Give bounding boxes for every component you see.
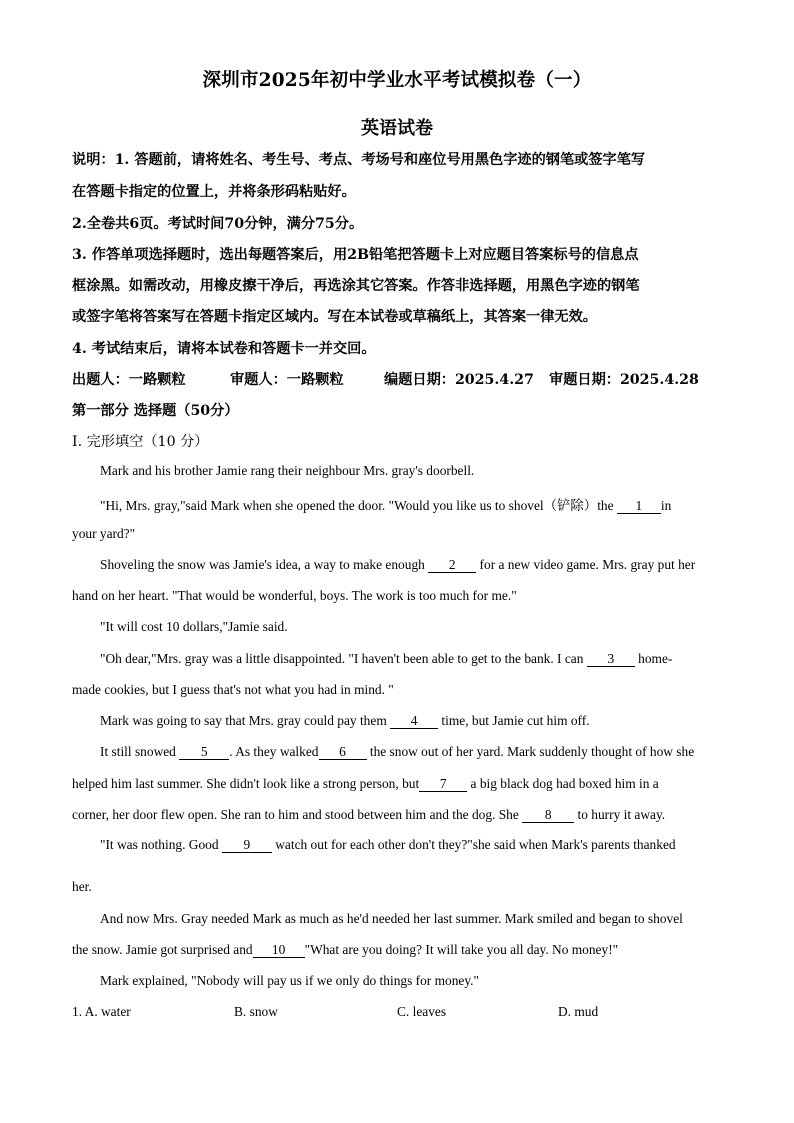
passage-line: Shoveling the snow was Jamie's idea, a way to make enough 2 for a new video game. Mrs. gray put her <box>100 557 696 572</box>
instruction-line: 框涂黑。如需改动，用橡皮擦干净后，再选涂其它答案。作答非选择题，用黑色字迹的钢笔 <box>72 278 640 294</box>
author-label: 出题人：一路颗粒 <box>72 372 186 388</box>
passage-line: made cookies, but I guess that's not what you had in mind. " <box>72 682 394 697</box>
blank-6: 6 <box>319 745 367 760</box>
blank-8: 8 <box>522 808 574 823</box>
exam-title: 深圳市2025年初中学业水平考试模拟卷（一） <box>202 70 592 91</box>
compile-date-label: 编题日期：2025.4.27 <box>384 372 534 388</box>
question-1-option-b: B. snow <box>234 1004 278 1019</box>
passage-line: "It will cost 10 dollars,"Jamie said. <box>100 619 288 634</box>
passage-line: corner, her door flew open. She ran to him and stood between him and the dog. She 8 to hurry it away. <box>72 807 666 822</box>
section-heading: Ⅰ. 完形填空（10 分） <box>72 434 209 450</box>
instruction-line: 3. 作答单项选择题时，选出每题答案后，用2B铅笔把答题卡上对应题目答案标号的信息点 <box>72 247 639 263</box>
passage-line: "It was nothing. Good 9 watch out for each other don't they?"she said when Mark's parents thanked <box>100 837 676 852</box>
blank-4: 4 <box>390 714 438 729</box>
blank-1: 1 <box>617 499 661 514</box>
blank-9: 9 <box>222 838 272 853</box>
passage-line: Mark and his brother Jamie rang their neighbour Mrs. gray's doorbell. <box>100 463 475 478</box>
question-1-option-a: 1. A. water <box>72 1004 131 1019</box>
passage-line: her. <box>72 879 92 894</box>
passage-line: helped him last summer. She didn't look like a strong person, but 7 a big black dog had boxed him in a <box>72 776 659 791</box>
passage-line: "Hi, Mrs. gray,"said Mark when she opened the door. "Would you like us to shovel（铲除）the 1 in <box>100 498 672 513</box>
passage-line: Mark explained, "Nobody will pay us if we only do things for money." <box>100 973 479 988</box>
passage-line: And now Mrs. Gray needed Mark as much as he'd needed her last summer. Mark smiled and began to shovel <box>100 911 683 926</box>
reviewer-label: 审题人：一路颗粒 <box>230 372 344 388</box>
instruction-line: 或签字笔将答案写在答题卡指定区域内。写在本试卷或草稿纸上，其答案一律无效。 <box>72 309 597 325</box>
exam-subtitle: 英语试卷 <box>361 118 433 139</box>
passage-line: "Oh dear,"Mrs. gray was a little disappointed. "I haven't been able to get to the bank. I can 3 home- <box>100 651 673 666</box>
passage-line: the snow. Jamie got surprised and 10 "What are you doing? It will take you all day. No money!" <box>72 942 619 957</box>
passage-line: hand on her heart. "That would be wonderful, boys. The work is too much for me." <box>72 588 517 603</box>
blank-2: 2 <box>428 558 476 573</box>
blank-5: 5 <box>179 745 229 760</box>
blank-10: 10 <box>253 943 305 958</box>
blank-7: 7 <box>419 777 467 792</box>
question-1-option-d: D. mud <box>558 1004 599 1019</box>
instruction-line: 2.全卷共6页。考试时间70分钟，满分75分。 <box>72 216 364 232</box>
passage-line: It still snowed 5 . As they walked 6 the snow out of her yard. Mark suddenly thought of how she <box>100 744 695 759</box>
question-1-option-c: C. leaves <box>397 1004 447 1019</box>
passage-line: Mark was going to say that Mrs. gray could pay them 4 time, but Jamie cut him off. <box>100 713 590 728</box>
instruction-line: 4. 考试结束后，请将本试卷和答题卡一并交回。 <box>72 341 376 357</box>
instruction-line: 说明：1. 答题前，请将姓名、考生号、考点、考场号和座位号用黑色字迹的钢笔或签字笔写 <box>72 152 646 168</box>
instruction-line: 在答题卡指定的位置上，并将条形码粘贴好。 <box>72 184 356 200</box>
passage-line: your yard?" <box>72 526 136 541</box>
part-heading: 第一部分 选择题（50分） <box>72 403 239 419</box>
blank-3: 3 <box>587 652 635 667</box>
review-date-label: 审题日期：2025.4.28 <box>549 372 699 388</box>
